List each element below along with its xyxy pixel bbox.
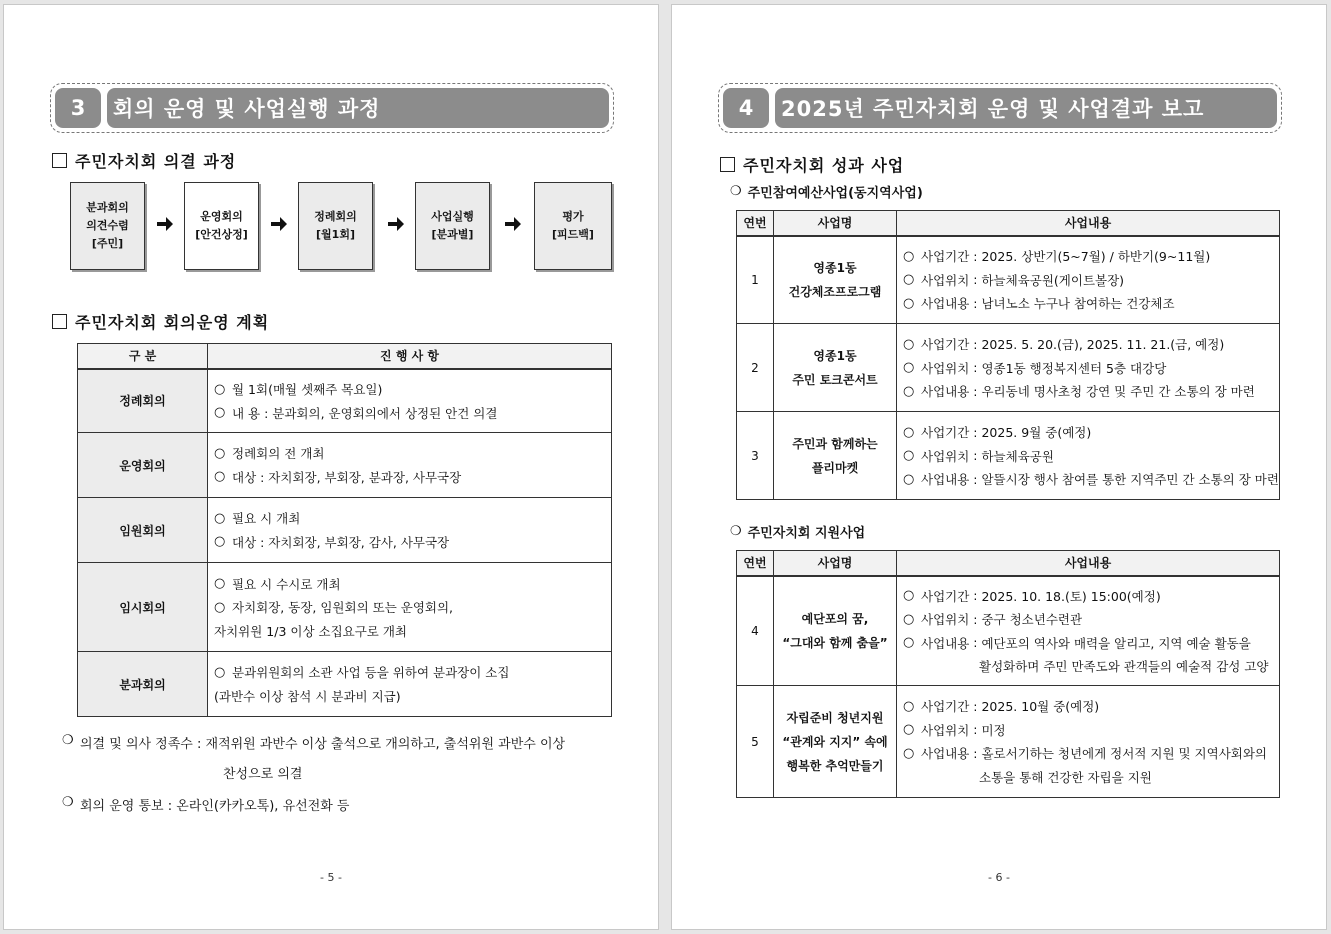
arrow-right-icon bbox=[386, 214, 406, 234]
table-row: 정례회의 ○ 월 1회(매월 셋째주 목요일) ○ 내 용 : 분과회의, 운영회의에서 상정된 안건 의결 bbox=[78, 369, 612, 433]
heading-performance-projects: 주민자치회 성과 사업 bbox=[720, 153, 904, 176]
circle-bullet-icon: ○ bbox=[214, 599, 226, 615]
column-header: 연번 bbox=[737, 211, 774, 236]
table-row: 분과회의 ○ 분과위원회의 소관 사업 등을 위하여 분과장이 소집 (과반수 이상 참석 시 분과비 지급) bbox=[78, 652, 612, 717]
meeting-type: 분과회의 bbox=[78, 652, 208, 717]
table-row: 4 예단포의 꿈, “그대와 함께 춤을” ○ 사업기간 : 2025. 10. 18.(토) 15:00(예정) ○ 사업위치 : 중구 청소년수련관 ○ 사업내용 : 예단포의 역사와 매력을 알리고, 지역 예술 활동을 활성화하며 주민 만족도와 관객들의 예술적 감성 고양 bbox=[737, 576, 1280, 686]
page-5 bbox=[3, 4, 659, 930]
section-banner bbox=[718, 83, 1282, 133]
meeting-type: 운영회의 bbox=[78, 433, 208, 498]
checkbox-square-icon bbox=[52, 314, 67, 329]
hollow-circle-bullet-icon: ❍ bbox=[62, 733, 74, 748]
table-row: 임원회의 ○ 필요 시 개최 ○ 대상 : 자치회장, 부회장, 감사, 사무국장 bbox=[78, 498, 612, 563]
table-row: 임시회의 ○ 필요 시 수시로 개최 ○ 자치회장, 동장, 임원회의 또는 운영회의, 자치위원 1/3 이상 소집요구로 개최 bbox=[78, 563, 612, 652]
subheading-budget-projects: ❍ 주민참여예산사업(동지역사업) bbox=[730, 184, 923, 201]
section-number: 3 bbox=[55, 88, 101, 128]
checkbox-square-icon bbox=[720, 157, 735, 172]
table-row: 1 영종1동 건강체조프로그램 ○ 사업기간 : 2025. 상반기(5~7월) / 하반기(9~11월) ○ 사업위치 : 하늘체육공원(게이트볼장) ○ 사업내용 : 남녀노소 누구나 참여하는 건강체조 bbox=[737, 236, 1280, 324]
circle-bullet-icon: ○ bbox=[214, 445, 226, 461]
circle-bullet-icon: ○ bbox=[214, 405, 226, 420]
circle-bullet-icon: ○ bbox=[903, 272, 915, 288]
column-header: 사업명 bbox=[774, 551, 897, 576]
circle-bullet-icon: ○ bbox=[214, 534, 226, 550]
flow-step-regular: 정례회의 [월1회] bbox=[298, 182, 373, 270]
circle-bullet-icon: ○ bbox=[903, 588, 915, 603]
arrow-right-icon bbox=[155, 214, 175, 234]
meeting-type: 임시회의 bbox=[78, 563, 208, 652]
quorum-note-continued: 찬성으로 의결 bbox=[223, 767, 303, 782]
circle-bullet-icon: ○ bbox=[214, 381, 226, 397]
resolution-flow-diagram bbox=[70, 182, 612, 270]
subheading-support-projects: ❍ 주민자치회 지원사업 bbox=[730, 524, 866, 541]
circle-bullet-icon: ○ bbox=[903, 611, 915, 627]
arrow-right-icon bbox=[269, 214, 289, 234]
table-row: 3 주민과 함께하는 플리마켓 ○ 사업기간 : 2025. 9월 중(예정) ○ 사업위치 : 하늘체육공원 ○ 사업내용 : 알뜰시장 행사 참여를 통한 지역주민 간 소통의 장 마련 bbox=[737, 412, 1280, 500]
heading-meeting-plan: 주민자치회 회의운영 계획 bbox=[52, 310, 269, 333]
table-header-row bbox=[737, 551, 1280, 576]
flow-step-execution: 사업실행 [분과별] bbox=[415, 182, 490, 270]
flow-step-evaluation: 평가 [피드백] bbox=[534, 182, 612, 270]
circle-bullet-icon: ○ bbox=[903, 448, 915, 463]
section-number: 4 bbox=[723, 88, 769, 128]
flow-step-subcommittee: 분과회의 의견수렴 [주민] bbox=[70, 182, 145, 270]
section-banner bbox=[50, 83, 614, 133]
checkbox-square-icon bbox=[52, 153, 67, 168]
column-header: 진 행 사 항 bbox=[208, 344, 612, 369]
column-header: 사업내용 bbox=[897, 211, 1280, 236]
flow-step-steering: 운영회의 [안건상정] bbox=[184, 182, 259, 270]
circle-bullet-icon: ○ bbox=[903, 698, 915, 714]
page-number: - 5 - bbox=[320, 871, 342, 884]
circle-bullet-icon: ○ bbox=[903, 424, 915, 440]
table-row: 2 영종1동 주민 토크콘서트 ○ 사업기간 : 2025. 5. 20.(금), 2025. 11. 21.(금, 예정) ○ 사업위치 : 영종1동 행정복지센터 5층 대강당 ○ 사업내용 : 우리동네 명사초청 강연 및 주민 간 소통의 장 마련 bbox=[737, 324, 1280, 412]
meeting-plan-table bbox=[77, 343, 612, 717]
heading-resolution-process: 주민자치회 의결 과정 bbox=[52, 149, 236, 172]
column-header: 사업명 bbox=[774, 211, 897, 236]
circle-bullet-icon: ○ bbox=[214, 664, 226, 680]
page-6 bbox=[671, 4, 1327, 930]
circle-bullet-icon: ○ bbox=[903, 471, 915, 487]
budget-projects-table bbox=[736, 210, 1280, 500]
section-title: 회의 운영 및 사업실행 과정 bbox=[107, 88, 609, 128]
section-title: 2025년 주민자치회 운영 및 사업결과 보고 bbox=[775, 88, 1277, 128]
circle-bullet-icon: ○ bbox=[214, 576, 226, 591]
quorum-note: ❍ 의결 및 의사 정족수 : 재적위원 과반수 이상 출석으로 개의하고, 출석위원 과반수 이상 bbox=[62, 733, 566, 752]
support-projects-table bbox=[736, 550, 1280, 798]
column-header: 구 분 bbox=[78, 344, 208, 369]
circle-bullet-icon: ○ bbox=[903, 248, 915, 264]
circle-bullet-icon: ○ bbox=[903, 635, 915, 650]
meeting-type: 정례회의 bbox=[78, 369, 208, 433]
notice-note: ❍ 회의 운영 통보 : 온라인(카카오톡), 유선전화 등 bbox=[62, 795, 350, 814]
circle-bullet-icon: ○ bbox=[903, 383, 915, 399]
page-number: - 6 - bbox=[988, 871, 1010, 884]
arrow-right-icon bbox=[503, 214, 523, 234]
table-header-row bbox=[737, 211, 1280, 236]
hollow-circle-bullet-icon: ❍ bbox=[62, 795, 74, 810]
hollow-circle-bullet-icon: ❍ bbox=[730, 524, 742, 539]
circle-bullet-icon: ○ bbox=[903, 745, 915, 761]
table-row: 5 자립준비 청년지원 “관계와 지지” 속에 행복한 추억만들기 ○ 사업기간 : 2025. 10월 중(예정) ○ 사업위치 : 미정 ○ 사업내용 : 홀로서기하는 청년에게 정서적 지원 및 지역사회와의 소통을 통해 건강한 자립을 지원 bbox=[737, 686, 1280, 798]
table-row: 운영회의 ○ 정례회의 전 개최 ○ 대상 : 자치회장, 부회장, 분과장, 사무국장 bbox=[78, 433, 612, 498]
circle-bullet-icon: ○ bbox=[903, 295, 915, 311]
circle-bullet-icon: ○ bbox=[903, 722, 915, 738]
meeting-type: 임원회의 bbox=[78, 498, 208, 563]
circle-bullet-icon: ○ bbox=[214, 510, 226, 526]
column-header: 연번 bbox=[737, 551, 774, 576]
circle-bullet-icon: ○ bbox=[214, 469, 226, 485]
hollow-circle-bullet-icon: ❍ bbox=[730, 184, 742, 199]
column-header: 사업내용 bbox=[897, 551, 1280, 576]
circle-bullet-icon: ○ bbox=[903, 360, 915, 375]
circle-bullet-icon: ○ bbox=[903, 336, 915, 352]
table-header-row bbox=[78, 344, 612, 369]
